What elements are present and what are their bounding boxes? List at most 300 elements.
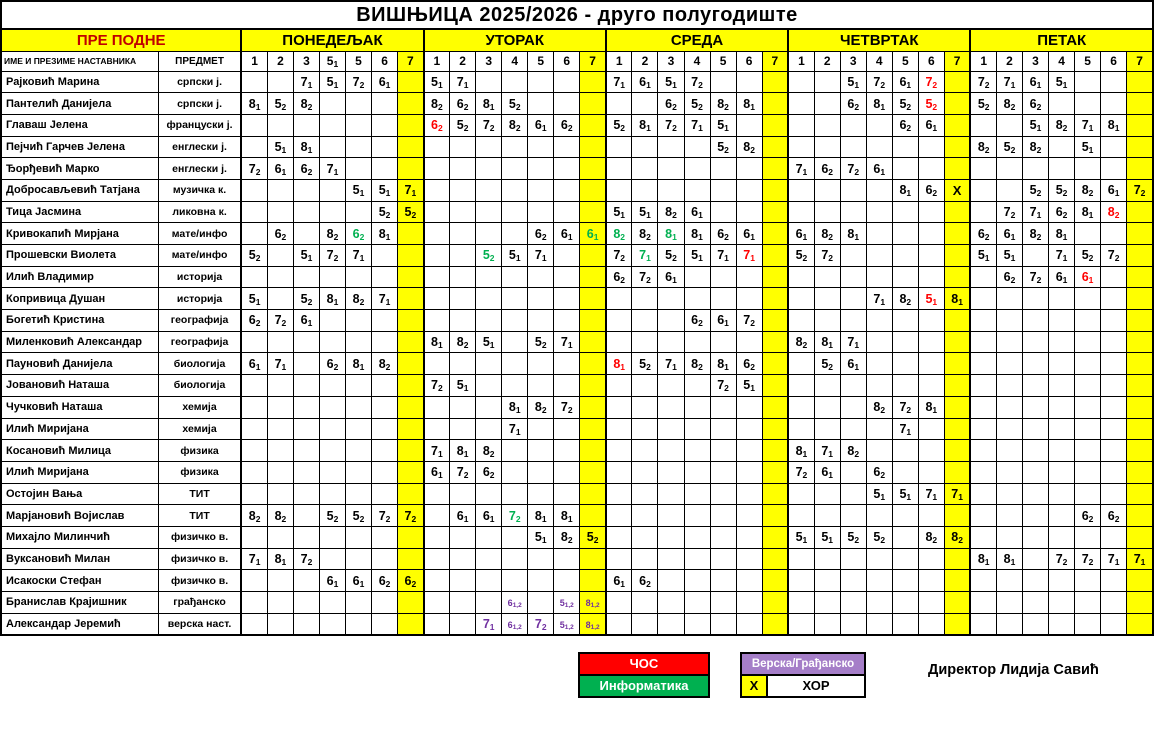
period-header-day5-p2: 2 xyxy=(996,51,1022,71)
schedule-cell-r8-d3-p1: 82 xyxy=(606,223,632,245)
period-header-day5-p3: 3 xyxy=(1022,51,1048,71)
schedule-cell-r15-d1-p1 xyxy=(241,375,267,397)
schedule-cell-r1-d2-p5 xyxy=(528,71,554,93)
schedule-cell-r24-d1-p1 xyxy=(241,570,267,592)
schedule-cell-r8-d5-p1: 62 xyxy=(970,223,996,245)
schedule-cell-r12-d4-p6 xyxy=(918,310,944,332)
schedule-cell-r12-d4-p4 xyxy=(866,310,892,332)
period-header-day1-p1: 1 xyxy=(241,51,267,71)
schedule-cell-r17-d2-p3 xyxy=(476,418,502,440)
schedule-cell-r16-d3-p1 xyxy=(606,396,632,418)
schedule-cell-r26-d4-p2 xyxy=(814,613,840,635)
schedule-cell-r12-d4-p1 xyxy=(788,310,814,332)
schedule-cell-r7-d3-p7 xyxy=(762,201,788,223)
schedule-cell-r13-d4-p5 xyxy=(892,331,918,353)
schedule-cell-r2-d4-p7 xyxy=(944,93,970,115)
schedule-cell-r1-d5-p6 xyxy=(1101,71,1127,93)
schedule-cell-r23-d3-p7 xyxy=(762,548,788,570)
schedule-cell-r16-d1-p4 xyxy=(319,396,345,418)
schedule-cell-r26-d5-p3 xyxy=(1022,613,1048,635)
schedule-cell-r9-d4-p5 xyxy=(892,245,918,267)
schedule-cell-r26-d4-p4 xyxy=(866,613,892,635)
schedule-cell-r25-d5-p7 xyxy=(1127,592,1153,614)
schedule-cell-r16-d5-p5 xyxy=(1075,396,1101,418)
schedule-cell-r5-d2-p6 xyxy=(554,158,580,180)
schedule-cell-r25-d3-p6 xyxy=(736,592,762,614)
teacher-name-cell: Бранислав Крајишник xyxy=(1,592,158,614)
schedule-cell-r13-d3-p7 xyxy=(762,331,788,353)
schedule-cell-r26-d5-p6 xyxy=(1101,613,1127,635)
schedule-cell-r6-d5-p7: 72 xyxy=(1127,179,1153,201)
schedule-cell-r20-d2-p4 xyxy=(502,483,528,505)
schedule-cell-r2-d4-p6: 52 xyxy=(918,93,944,115)
schedule-cell-r16-d2-p5: 82 xyxy=(528,396,554,418)
subject-cell: хемија xyxy=(158,396,241,418)
schedule-cell-r3-d5-p3: 51 xyxy=(1022,114,1048,136)
schedule-cell-r12-d3-p1 xyxy=(606,310,632,332)
schedule-cell-r6-d1-p6: 51 xyxy=(372,179,398,201)
schedule-cell-r18-d3-p1 xyxy=(606,440,632,462)
period-header-day4-p3: 3 xyxy=(840,51,866,71)
schedule-cell-r14-d5-p2 xyxy=(996,353,1022,375)
schedule-cell-r16-d4-p5: 72 xyxy=(892,396,918,418)
table-row xyxy=(1,548,1153,570)
schedule-cell-r17-d2-p2 xyxy=(450,418,476,440)
schedule-cell-r8-d3-p6: 61 xyxy=(736,223,762,245)
schedule-cell-r11-d5-p7 xyxy=(1127,288,1153,310)
schedule-cell-r19-d2-p2: 72 xyxy=(450,461,476,483)
period-header-day2-p5: 5 xyxy=(528,51,554,71)
timetable-grid xyxy=(0,28,1154,636)
schedule-cell-r18-d2-p5 xyxy=(528,440,554,462)
schedule-cell-r24-d5-p6 xyxy=(1101,570,1127,592)
schedule-cell-r23-d4-p4 xyxy=(866,548,892,570)
schedule-cell-r14-d3-p3: 71 xyxy=(658,353,684,375)
teacher-name-cell: Михајло Милинчић xyxy=(1,526,158,548)
schedule-cell-r3-d2-p2: 52 xyxy=(450,114,476,136)
teacher-name-cell: Главаш Јелена xyxy=(1,114,158,136)
schedule-cell-r8-d1-p6: 81 xyxy=(372,223,398,245)
schedule-cell-r2-d3-p2 xyxy=(632,93,658,115)
schedule-cell-r15-d4-p1 xyxy=(788,375,814,397)
schedule-cell-r18-d5-p6 xyxy=(1101,440,1127,462)
schedule-cell-r14-d2-p6 xyxy=(554,353,580,375)
schedule-cell-r9-d4-p2: 72 xyxy=(814,245,840,267)
schedule-cell-r10-d1-p4 xyxy=(319,266,345,288)
teacher-name-cell: Вуксановић Милан xyxy=(1,548,158,570)
schedule-cell-r26-d4-p3 xyxy=(840,613,866,635)
schedule-cell-r15-d3-p5: 72 xyxy=(710,375,736,397)
schedule-cell-r2-d2-p1: 82 xyxy=(424,93,450,115)
schedule-cell-r18-d2-p4 xyxy=(502,440,528,462)
schedule-cell-r18-d4-p5 xyxy=(892,440,918,462)
schedule-cell-r7-d4-p3 xyxy=(840,201,866,223)
schedule-cell-r22-d4-p3: 52 xyxy=(840,526,866,548)
table-row xyxy=(1,396,1153,418)
schedule-cell-r19-d2-p4 xyxy=(502,461,528,483)
schedule-cell-r2-d5-p6 xyxy=(1101,93,1127,115)
schedule-cell-r18-d3-p7 xyxy=(762,440,788,462)
schedule-cell-r18-d4-p6 xyxy=(918,440,944,462)
schedule-cell-r23-d2-p1 xyxy=(424,548,450,570)
schedule-cell-r24-d1-p3 xyxy=(293,570,319,592)
schedule-cell-r22-d4-p5 xyxy=(892,526,918,548)
schedule-cell-r9-d5-p7 xyxy=(1127,245,1153,267)
schedule-cell-r23-d3-p6 xyxy=(736,548,762,570)
schedule-cell-r5-d2-p1 xyxy=(424,158,450,180)
schedule-cell-r3-d1-p3 xyxy=(293,114,319,136)
schedule-cell-r19-d1-p2 xyxy=(267,461,293,483)
schedule-cell-r13-d4-p4 xyxy=(866,331,892,353)
schedule-cell-r11-d4-p5: 82 xyxy=(892,288,918,310)
schedule-cell-r2-d3-p3: 62 xyxy=(658,93,684,115)
schedule-cell-r9-d3-p1: 72 xyxy=(606,245,632,267)
schedule-cell-r4-d5-p7 xyxy=(1127,136,1153,158)
schedule-cell-r7-d2-p2 xyxy=(450,201,476,223)
schedule-cell-r5-d2-p4 xyxy=(502,158,528,180)
schedule-cell-r10-d5-p2: 62 xyxy=(996,266,1022,288)
teacher-name-cell: Богетић Кристина xyxy=(1,310,158,332)
schedule-cell-r19-d4-p1: 72 xyxy=(788,461,814,483)
schedule-cell-r13-d1-p7 xyxy=(398,331,424,353)
schedule-cell-r19-d5-p3 xyxy=(1022,461,1048,483)
schedule-cell-r5-d4-p4: 61 xyxy=(866,158,892,180)
schedule-cell-r11-d1-p6: 71 xyxy=(372,288,398,310)
schedule-cell-r13-d1-p5 xyxy=(346,331,372,353)
schedule-cell-r9-d5-p3 xyxy=(1022,245,1048,267)
schedule-cell-r9-d3-p6: 71 xyxy=(736,245,762,267)
schedule-cell-r15-d3-p4 xyxy=(684,375,710,397)
subject-cell: енглески ј. xyxy=(158,136,241,158)
schedule-cell-r20-d1-p5 xyxy=(346,483,372,505)
schedule-cell-r11-d5-p4 xyxy=(1049,288,1075,310)
schedule-cell-r2-d3-p6: 81 xyxy=(736,93,762,115)
period-header-day3-p3: 3 xyxy=(658,51,684,71)
schedule-cell-r9-d1-p3: 51 xyxy=(293,245,319,267)
schedule-cell-r12-d2-p5 xyxy=(528,310,554,332)
schedule-cell-r23-d4-p6 xyxy=(918,548,944,570)
schedule-cell-r25-d5-p6 xyxy=(1101,592,1127,614)
schedule-cell-r6-d5-p3: 52 xyxy=(1022,179,1048,201)
day-header-1: ПОНЕДЕЉАК xyxy=(241,29,423,51)
schedule-cell-r11-d4-p4: 71 xyxy=(866,288,892,310)
schedule-cell-r9-d1-p5: 71 xyxy=(346,245,372,267)
schedule-cell-r15-d2-p4 xyxy=(502,375,528,397)
schedule-cell-r7-d5-p3: 71 xyxy=(1022,201,1048,223)
schedule-cell-r18-d5-p2 xyxy=(996,440,1022,462)
schedule-cell-r20-d4-p6: 71 xyxy=(918,483,944,505)
schedule-cell-r12-d4-p7 xyxy=(944,310,970,332)
schedule-cell-r16-d3-p2 xyxy=(632,396,658,418)
teacher-name-cell: Марјановић Војислав xyxy=(1,505,158,527)
period-header-day3-p1: 1 xyxy=(606,51,632,71)
schedule-cell-r23-d5-p4: 72 xyxy=(1049,548,1075,570)
schedule-cell-r19-d3-p5 xyxy=(710,461,736,483)
schedule-cell-r13-d1-p1 xyxy=(241,331,267,353)
schedule-cell-r25-d3-p7 xyxy=(762,592,788,614)
schedule-cell-r4-d5-p6 xyxy=(1101,136,1127,158)
schedule-cell-r22-d5-p5 xyxy=(1075,526,1101,548)
table-row xyxy=(1,418,1153,440)
subject-cell: ликовна к. xyxy=(158,201,241,223)
schedule-cell-r5-d4-p7 xyxy=(944,158,970,180)
schedule-cell-r17-d4-p1 xyxy=(788,418,814,440)
schedule-cell-r10-d5-p3: 72 xyxy=(1022,266,1048,288)
schedule-cell-r3-d3-p6 xyxy=(736,114,762,136)
schedule-cell-r23-d1-p7 xyxy=(398,548,424,570)
period-header-day4-p2: 2 xyxy=(814,51,840,71)
schedule-cell-r13-d4-p1: 82 xyxy=(788,331,814,353)
schedule-cell-r12-d5-p3 xyxy=(1022,310,1048,332)
schedule-cell-r11-d3-p5 xyxy=(710,288,736,310)
schedule-cell-r26-d1-p7 xyxy=(398,613,424,635)
schedule-cell-r20-d3-p5 xyxy=(710,483,736,505)
schedule-cell-r24-d4-p3 xyxy=(840,570,866,592)
subject-cell: музичка к. xyxy=(158,179,241,201)
schedule-cell-r11-d2-p7 xyxy=(580,288,606,310)
schedule-cell-r23-d4-p1 xyxy=(788,548,814,570)
schedule-cell-r16-d2-p1 xyxy=(424,396,450,418)
schedule-cell-r24-d3-p7 xyxy=(762,570,788,592)
schedule-cell-r7-d3-p5 xyxy=(710,201,736,223)
subject-cell: српски ј. xyxy=(158,93,241,115)
schedule-cell-r5-d5-p4 xyxy=(1049,158,1075,180)
schedule-cell-r12-d1-p2: 72 xyxy=(267,310,293,332)
schedule-cell-r7-d5-p7 xyxy=(1127,201,1153,223)
schedule-cell-r16-d5-p2 xyxy=(996,396,1022,418)
schedule-cell-r22-d3-p5 xyxy=(710,526,736,548)
schedule-cell-r14-d3-p1: 81 xyxy=(606,353,632,375)
schedule-cell-r26-d3-p1 xyxy=(606,613,632,635)
schedule-cell-r25-d1-p5 xyxy=(346,592,372,614)
schedule-cell-r13-d2-p1: 81 xyxy=(424,331,450,353)
schedule-cell-r19-d3-p6 xyxy=(736,461,762,483)
schedule-cell-r22-d5-p4 xyxy=(1049,526,1075,548)
schedule-cell-r7-d1-p3 xyxy=(293,201,319,223)
schedule-cell-r9-d3-p2: 71 xyxy=(632,245,658,267)
teacher-name-cell: Александар Јеремић xyxy=(1,613,158,635)
period-header-day1-p5: 5 xyxy=(346,51,372,71)
schedule-cell-r5-d4-p2: 62 xyxy=(814,158,840,180)
schedule-cell-r6-d2-p6 xyxy=(554,179,580,201)
schedule-cell-r9-d1-p6 xyxy=(372,245,398,267)
schedule-cell-r16-d1-p2 xyxy=(267,396,293,418)
schedule-cell-r21-d2-p3: 61 xyxy=(476,505,502,527)
schedule-cell-r10-d5-p5: 61 xyxy=(1075,266,1101,288)
schedule-cell-r18-d1-p4 xyxy=(319,440,345,462)
schedule-cell-r17-d5-p1 xyxy=(970,418,996,440)
schedule-cell-r13-d4-p7 xyxy=(944,331,970,353)
schedule-cell-r8-d4-p7 xyxy=(944,223,970,245)
schedule-cell-r8-d1-p5: 62 xyxy=(346,223,372,245)
table-row xyxy=(1,179,1153,201)
schedule-cell-r5-d1-p1: 72 xyxy=(241,158,267,180)
schedule-cell-r24-d3-p1: 61 xyxy=(606,570,632,592)
period-header-day1-p2: 2 xyxy=(267,51,293,71)
schedule-cell-r20-d4-p1 xyxy=(788,483,814,505)
schedule-cell-r12-d5-p2 xyxy=(996,310,1022,332)
schedule-cell-r26-d3-p3 xyxy=(658,613,684,635)
day-header-5: ПЕТАК xyxy=(970,29,1153,51)
schedule-cell-r6-d4-p3 xyxy=(840,179,866,201)
schedule-cell-r16-d1-p1 xyxy=(241,396,267,418)
schedule-cell-r7-d1-p7: 52 xyxy=(398,201,424,223)
schedule-cell-r7-d3-p2: 51 xyxy=(632,201,658,223)
schedule-cell-r15-d2-p3 xyxy=(476,375,502,397)
schedule-cell-r9-d5-p2: 51 xyxy=(996,245,1022,267)
schedule-cell-r4-d4-p7 xyxy=(944,136,970,158)
schedule-cell-r3-d3-p1: 52 xyxy=(606,114,632,136)
schedule-cell-r18-d5-p3 xyxy=(1022,440,1048,462)
schedule-cell-r3-d4-p5: 62 xyxy=(892,114,918,136)
schedule-cell-r22-d1-p3 xyxy=(293,526,319,548)
schedule-cell-r24-d4-p6 xyxy=(918,570,944,592)
teacher-name-cell: Пантелић Данијела xyxy=(1,93,158,115)
schedule-cell-r17-d2-p1 xyxy=(424,418,450,440)
table-row xyxy=(1,245,1153,267)
schedule-cell-r15-d5-p5 xyxy=(1075,375,1101,397)
schedule-cell-r12-d5-p1 xyxy=(970,310,996,332)
schedule-cell-r1-d3-p4: 72 xyxy=(684,71,710,93)
schedule-cell-r15-d2-p7 xyxy=(580,375,606,397)
schedule-cell-r22-d1-p1 xyxy=(241,526,267,548)
schedule-cell-r8-d1-p4: 82 xyxy=(319,223,345,245)
schedule-cell-r3-d4-p4 xyxy=(866,114,892,136)
schedule-cell-r5-d1-p2: 61 xyxy=(267,158,293,180)
table-row xyxy=(1,526,1153,548)
schedule-cell-r24-d3-p4 xyxy=(684,570,710,592)
schedule-cell-r7-d4-p5 xyxy=(892,201,918,223)
schedule-cell-r25-d2-p4: 61,2 xyxy=(502,592,528,614)
schedule-cell-r21-d3-p7 xyxy=(762,505,788,527)
schedule-cell-r13-d4-p3: 71 xyxy=(840,331,866,353)
schedule-cell-r20-d3-p6 xyxy=(736,483,762,505)
schedule-cell-r5-d3-p1 xyxy=(606,158,632,180)
schedule-cell-r4-d2-p5 xyxy=(528,136,554,158)
schedule-cell-r4-d2-p4 xyxy=(502,136,528,158)
subject-cell: мате/инфо xyxy=(158,245,241,267)
schedule-cell-r17-d5-p5 xyxy=(1075,418,1101,440)
schedule-cell-r20-d2-p5 xyxy=(528,483,554,505)
schedule-cell-r6-d3-p6 xyxy=(736,179,762,201)
schedule-cell-r9-d5-p5: 52 xyxy=(1075,245,1101,267)
schedule-cell-r4-d2-p2 xyxy=(450,136,476,158)
schedule-cell-r23-d4-p7 xyxy=(944,548,970,570)
schedule-cell-r14-d3-p4: 82 xyxy=(684,353,710,375)
schedule-cell-r22-d5-p7 xyxy=(1127,526,1153,548)
schedule-cell-r2-d1-p7 xyxy=(398,93,424,115)
schedule-cell-r20-d4-p3 xyxy=(840,483,866,505)
schedule-cell-r6-d4-p1 xyxy=(788,179,814,201)
schedule-cell-r6-d4-p4 xyxy=(866,179,892,201)
schedule-cell-r17-d1-p3 xyxy=(293,418,319,440)
schedule-cell-r12-d2-p6 xyxy=(554,310,580,332)
schedule-cell-r20-d4-p4: 51 xyxy=(866,483,892,505)
schedule-cell-r4-d4-p4 xyxy=(866,136,892,158)
teacher-name-cell: Остојин Вања xyxy=(1,483,158,505)
subject-cell: физичко в. xyxy=(158,570,241,592)
schedule-cell-r8-d3-p4: 81 xyxy=(684,223,710,245)
schedule-cell-r21-d4-p3 xyxy=(840,505,866,527)
schedule-cell-r20-d1-p4 xyxy=(319,483,345,505)
schedule-cell-r20-d5-p2 xyxy=(996,483,1022,505)
schedule-cell-r15-d1-p6 xyxy=(372,375,398,397)
schedule-cell-r2-d5-p4 xyxy=(1049,93,1075,115)
table-row xyxy=(1,505,1153,527)
schedule-cell-r10-d2-p2 xyxy=(450,266,476,288)
schedule-cell-r6-d3-p7 xyxy=(762,179,788,201)
subject-cell: физичко в. xyxy=(158,548,241,570)
schedule-cell-r25-d1-p1 xyxy=(241,592,267,614)
schedule-cell-r15-d5-p2 xyxy=(996,375,1022,397)
schedule-cell-r12-d3-p7 xyxy=(762,310,788,332)
schedule-cell-r6-d1-p3 xyxy=(293,179,319,201)
schedule-cell-r11-d5-p5 xyxy=(1075,288,1101,310)
schedule-cell-r2-d4-p1 xyxy=(788,93,814,115)
schedule-cell-r5-d4-p3: 72 xyxy=(840,158,866,180)
schedule-cell-r3-d5-p5: 71 xyxy=(1075,114,1101,136)
teacher-name-cell: Пауновић Данијела xyxy=(1,353,158,375)
schedule-cell-r2-d3-p5: 82 xyxy=(710,93,736,115)
schedule-cell-r11-d2-p5 xyxy=(528,288,554,310)
schedule-cell-r13-d3-p6 xyxy=(736,331,762,353)
schedule-cell-r5-d2-p3 xyxy=(476,158,502,180)
schedule-cell-r8-d1-p7 xyxy=(398,223,424,245)
schedule-cell-r8-d5-p2: 61 xyxy=(996,223,1022,245)
schedule-cell-r13-d1-p4 xyxy=(319,331,345,353)
schedule-cell-r4-d5-p3: 82 xyxy=(1022,136,1048,158)
schedule-cell-r3-d4-p7 xyxy=(944,114,970,136)
schedule-cell-r25-d3-p1 xyxy=(606,592,632,614)
schedule-cell-r2-d1-p6 xyxy=(372,93,398,115)
schedule-cell-r21-d5-p2 xyxy=(996,505,1022,527)
schedule-cell-r14-d3-p7 xyxy=(762,353,788,375)
schedule-cell-r20-d5-p4 xyxy=(1049,483,1075,505)
schedule-cell-r16-d1-p3 xyxy=(293,396,319,418)
schedule-cell-r13-d1-p6 xyxy=(372,331,398,353)
schedule-cell-r18-d2-p2: 81 xyxy=(450,440,476,462)
schedule-cell-r7-d2-p6 xyxy=(554,201,580,223)
schedule-cell-r20-d3-p2 xyxy=(632,483,658,505)
schedule-cell-r11-d2-p1 xyxy=(424,288,450,310)
schedule-cell-r1-d1-p7 xyxy=(398,71,424,93)
schedule-cell-r22-d3-p3 xyxy=(658,526,684,548)
schedule-cell-r6-d2-p5 xyxy=(528,179,554,201)
schedule-cell-r26-d3-p5 xyxy=(710,613,736,635)
schedule-cell-r24-d5-p1 xyxy=(970,570,996,592)
schedule-cell-r3-d5-p6: 81 xyxy=(1101,114,1127,136)
schedule-cell-r12-d3-p2 xyxy=(632,310,658,332)
period-header-day5-p6: 6 xyxy=(1101,51,1127,71)
schedule-cell-r23-d1-p1: 71 xyxy=(241,548,267,570)
schedule-cell-r10-d1-p7 xyxy=(398,266,424,288)
schedule-cell-r6-d3-p4 xyxy=(684,179,710,201)
schedule-cell-r6-d2-p3 xyxy=(476,179,502,201)
schedule-cell-r21-d2-p2: 61 xyxy=(450,505,476,527)
subject-cell: српски ј. xyxy=(158,71,241,93)
schedule-cell-r6-d4-p2 xyxy=(814,179,840,201)
schedule-cell-r24-d2-p7 xyxy=(580,570,606,592)
schedule-cell-r3-d2-p7 xyxy=(580,114,606,136)
schedule-cell-r14-d1-p5: 81 xyxy=(346,353,372,375)
schedule-cell-r17-d4-p5: 71 xyxy=(892,418,918,440)
schedule-cell-r26-d4-p1 xyxy=(788,613,814,635)
schedule-cell-r15-d3-p6: 51 xyxy=(736,375,762,397)
schedule-cell-r1-d2-p3 xyxy=(476,71,502,93)
schedule-cell-r11-d5-p6 xyxy=(1101,288,1127,310)
schedule-cell-r23-d3-p2 xyxy=(632,548,658,570)
schedule-cell-r14-d1-p3 xyxy=(293,353,319,375)
